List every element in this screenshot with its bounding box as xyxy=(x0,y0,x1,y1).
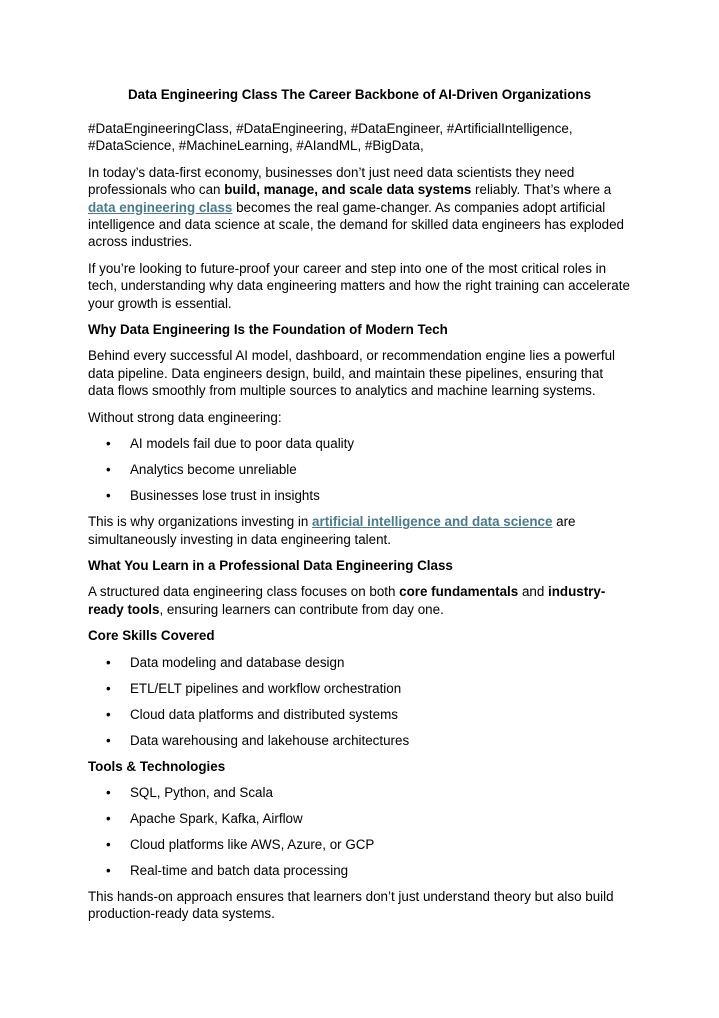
list-item xyxy=(88,862,631,879)
learn-bold-2: industry-ready tools xyxy=(88,584,606,617)
intro-text-2: reliably. That’s where a xyxy=(471,182,612,198)
investing-text-1: This is why organizations investing in xyxy=(88,514,313,530)
bullet-icon: • xyxy=(106,680,111,696)
list-item-text: Data modeling and database design xyxy=(130,654,345,670)
without-list xyxy=(88,435,631,504)
list-item xyxy=(88,706,631,723)
hashtags: #DataEngineeringClass, #DataEngineering, #DataEngineer, #ArtificialIntelligence, #DataScience, #MachineLearning, #AIandML, #BigData, xyxy=(88,121,573,154)
section-heading-tools: Tools & Technologies xyxy=(88,758,226,774)
list-item-text: Analytics become unreliable xyxy=(130,462,297,478)
list-item-text: Cloud data platforms and distributed systems xyxy=(130,706,398,722)
bullet-icon: • xyxy=(106,784,111,800)
core-skills-list xyxy=(88,654,631,749)
without-label: Without strong data engineering: xyxy=(88,409,282,425)
bullet-icon: • xyxy=(106,810,111,826)
learn-bold-1: core fundamentals xyxy=(399,584,519,600)
learn-text-2: and xyxy=(518,584,549,600)
foundation-paragraph: Behind every successful AI model, dashboard, or recommendation engine lies a powerful data pipeline. Data engineers design, build, and maintain these pipelines, ensuring that data flows smoothly from multiple sources to analytics and machine learning systems. xyxy=(88,348,615,399)
list-item-text: AI models fail due to poor data quality xyxy=(130,436,355,452)
list-item xyxy=(88,810,631,827)
learn-text-3: , ensuring learners can contribute from day one. xyxy=(159,601,444,617)
ai-and-data-science-link[interactable]: artificial intelligence and data science xyxy=(312,514,553,530)
list-item xyxy=(88,435,631,452)
bullet-icon: • xyxy=(106,836,111,852)
bullet-icon: • xyxy=(106,706,111,722)
section-heading-foundation: Why Data Engineering Is the Foundation of Modern Tech xyxy=(88,322,448,338)
list-item-text: Cloud platforms like AWS, Azure, or GCP xyxy=(130,836,375,852)
what-you-learn-paragraph xyxy=(88,583,631,618)
list-item xyxy=(88,732,631,749)
section-heading-what-you-learn: What You Learn in a Professional Data Engineering Class xyxy=(88,557,453,573)
list-item xyxy=(88,784,631,801)
data-engineering-class-link[interactable]: data engineering class xyxy=(88,199,233,215)
bullet-icon: • xyxy=(106,732,111,748)
intro-paragraph xyxy=(88,164,631,251)
list-item xyxy=(88,836,631,853)
section-heading-core-skills: Core Skills Covered xyxy=(88,628,215,644)
investing-text-2: are simultaneously investing in data engineering talent. xyxy=(88,514,576,547)
investing-paragraph xyxy=(88,513,631,548)
bullet-icon: • xyxy=(106,654,111,670)
tools-list xyxy=(88,784,631,879)
list-item-text: SQL, Python, and Scala xyxy=(130,784,273,800)
list-item-text: Data warehousing and lakehouse architectures xyxy=(130,732,410,748)
list-item xyxy=(88,461,631,478)
list-item-text: Businesses lose trust in insights xyxy=(130,488,320,504)
list-item-text: Apache Spark, Kafka, Airflow xyxy=(130,810,303,826)
future-paragraph: If you’re looking to future-proof your career and step into one of the most critical roles in tech, understanding why data engineering matters and how the right training can accelerate your growth is essential. xyxy=(88,260,630,311)
list-item-text: ETL/ELT pipelines and workflow orchestration xyxy=(130,680,402,696)
intro-text-3: becomes the real game-changer. As companies adopt artificial intelligence and data science at scale, the demand for skilled data engineers has exploded across industries. xyxy=(88,199,624,250)
intro-text-1: In today’s data-first economy, businesses don’t just need data scientists they need professionals who can xyxy=(88,164,575,198)
intro-bold: build, manage, and scale data systems xyxy=(224,182,472,198)
list-item-text: Real-time and batch data processing xyxy=(130,862,349,878)
learn-text-1: A structured data engineering class focuses on both xyxy=(88,584,400,600)
bullet-icon: • xyxy=(106,462,111,478)
list-item xyxy=(88,487,631,504)
bullet-icon: • xyxy=(106,488,111,504)
bullet-icon: • xyxy=(106,436,111,452)
bullet-icon: • xyxy=(106,862,111,878)
closing-paragraph: This hands-on approach ensures that learners don’t just understand theory but also build production-ready data systems. xyxy=(88,888,614,922)
document-title: Data Engineering Class The Career Backbone of AI-Driven Organizations xyxy=(127,87,592,102)
list-item xyxy=(88,680,631,697)
list-item xyxy=(88,654,631,671)
